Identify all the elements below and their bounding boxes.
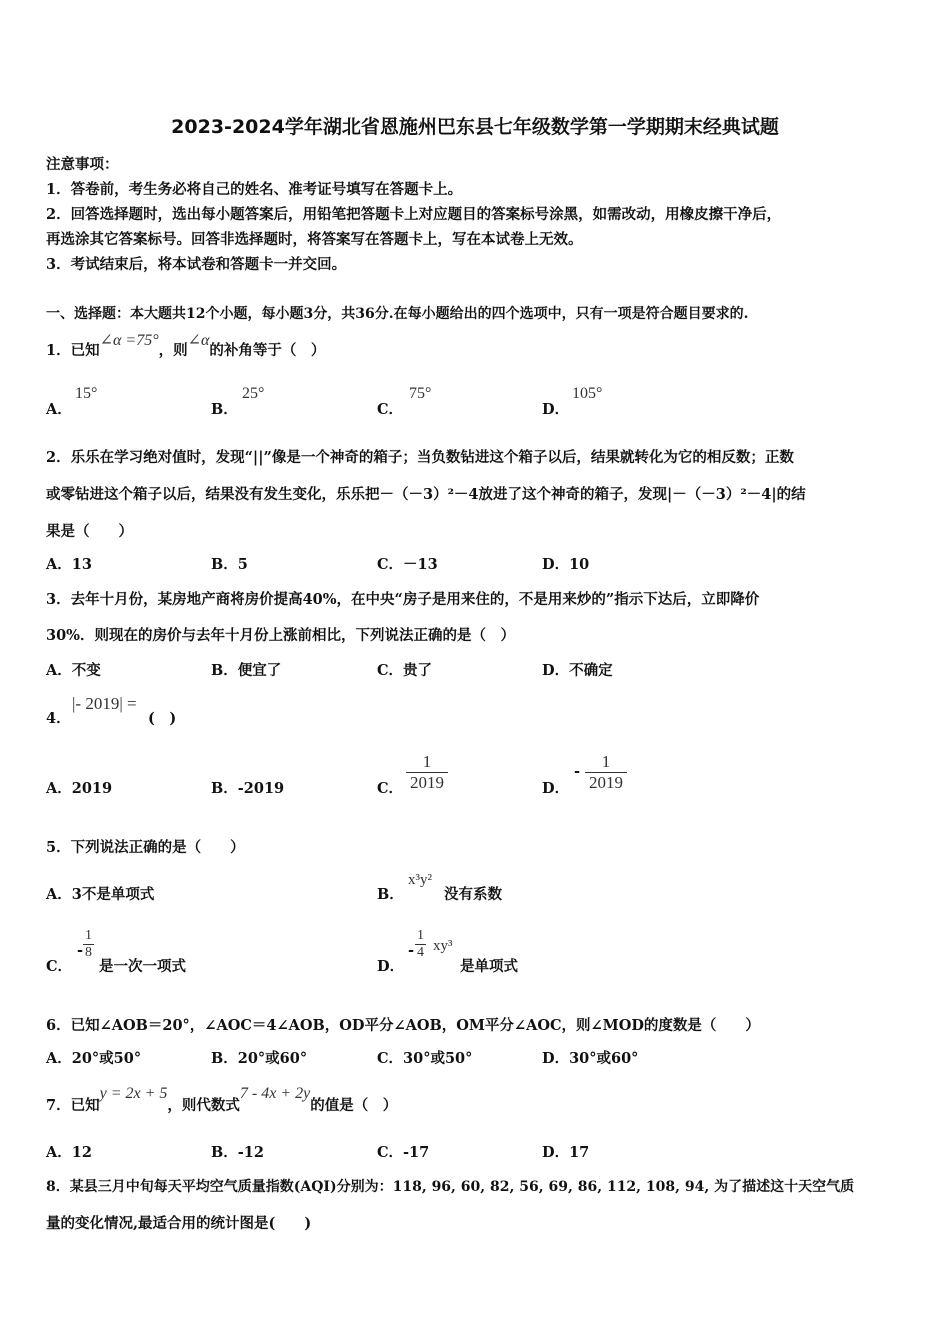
page-title: 2023-2024学年湖北省恩施州巴东县七年级数学第一学期期末经典试题 (171, 116, 779, 138)
q1-option-a: A． (46, 401, 72, 418)
q1-prefix: 1．已知 (46, 342, 100, 359)
fraction-numerator: 1 (417, 928, 424, 943)
q3-option-b: B．便宜了 (211, 662, 282, 679)
q7-option-b: B．-12 (211, 1144, 264, 1161)
q6-option-a: A．20°或50° (46, 1050, 142, 1067)
q5-option-d-fraction (415, 928, 426, 961)
q5-option-b-math: x³y² (408, 872, 432, 888)
q3-option-c: C．贵了 (377, 662, 433, 679)
section-heading: 一、选择题：本大题共12个小题，每小题3分，共36分.在每小题给出的四个选项中，只有一项是符合题目要求的. (46, 306, 749, 322)
q4-option-d: D． (542, 780, 570, 797)
question-7-stem (46, 1085, 908, 1115)
q4-abs-expression: |- 2019| = (72, 694, 137, 713)
q7-option-a: A．12 (46, 1144, 92, 1161)
notice-item: 2．回答选择题时，选出每小题答案后，用铅笔把答题卡上对应题目的答案标号涂黑，如需改动，用橡皮擦干净后， (46, 206, 782, 223)
question-3-line: 3．去年十月份，某房地产商将房价提高40%，在中央“房子是用来住的，不是用来炒的”指示下达后，立即降价 (46, 591, 760, 608)
q4-paren: ( ) (148, 710, 177, 727)
notice-item: 1．答卷前，考生务必将自己的姓名、准考证号填写在答题卡上。 (46, 181, 463, 198)
q5-option-d-neg: - (408, 942, 415, 959)
q5-option-c-fraction (83, 928, 94, 961)
question-3-line: 30%．则现在的房价与去年十月份上涨前相比，下列说法正确的是（ ） (46, 627, 515, 644)
q4-option-d-neg: - (574, 763, 581, 780)
question-2-line: 果是（ ） (46, 523, 133, 540)
q7-expression: 7 - 4x + 2y (239, 1085, 311, 1102)
q7-option-d: D．17 (542, 1144, 590, 1161)
q1-option-b-value: 25° (242, 385, 265, 402)
q1-option-d-value: 105° (572, 385, 603, 402)
notice-item: 3．考试结束后，将本试卷和答题卡一并交回。 (46, 256, 347, 273)
q1-mid: ，则 (158, 342, 188, 359)
q2-option-b: B．5 (211, 556, 248, 573)
q4-option-a: A．2019 (46, 780, 113, 797)
q7-mid: ，则代数式 (167, 1097, 240, 1114)
q5-option-b-label: B． (377, 886, 404, 903)
q7-suffix: 的值是（ ） (310, 1097, 398, 1114)
notice-heading: 注意事项： (46, 156, 119, 173)
fraction-denominator: 2019 (406, 772, 448, 793)
question-1-stem (46, 332, 908, 360)
q5-option-b-text: 没有系数 (444, 886, 502, 903)
q5-option-a: A．3不是单项式 (46, 886, 155, 903)
q3-option-a: A．不变 (46, 662, 101, 679)
notice-item: 再选涂其它答案标号。回答非选择题时，将答案写在答题卡上，写在本试卷上无效。 (46, 231, 583, 248)
q5-option-c-label: C． (46, 958, 73, 975)
fraction-denominator: 4 (417, 945, 424, 960)
q4-option-c: C． (377, 780, 404, 797)
q5-option-d-label: D． (377, 958, 405, 975)
q5-option-d-math: xy³ (433, 938, 453, 954)
q1-option-a-value: 15° (75, 385, 98, 402)
question-2-line: 或零钻进这个箱子以后，结果没有发生变化，乐乐把－（－3）²－4放进了这个神奇的箱子，发现|－（－3）²－4|的结 (46, 486, 806, 503)
q5-option-d-text: 是单项式 (460, 958, 518, 975)
q1-option-c-value: 75° (409, 385, 432, 402)
fraction-denominator: 8 (85, 945, 92, 960)
q1-option-d: D． (542, 401, 570, 418)
q4-number: 4． (46, 710, 71, 727)
q7-prefix: 7．已知 (46, 1097, 100, 1114)
q5-option-c-neg: - (77, 942, 84, 959)
fraction-denominator: 2019 (585, 772, 627, 793)
q1-option-c: C． (377, 401, 404, 418)
q7-option-c: C．-17 (377, 1144, 430, 1161)
q1-angle: ∠α (187, 332, 210, 349)
q2-option-c: C．－13 (377, 556, 438, 573)
q6-option-c: C．30°或50° (377, 1050, 473, 1067)
question-6-stem: 6．已知∠AOB＝20°，∠AOC＝4∠AOB，OD平分∠AOB，OM平分∠AOC，则∠MOD的度数是（ ） (46, 1017, 760, 1034)
q1-angle-expr: ∠α =75° (99, 332, 159, 349)
question-8-line: 量的变化情况,最适合用的统计图是( ) (46, 1215, 312, 1232)
q2-option-a: A．13 (46, 556, 92, 573)
q4-option-b: B．-2019 (211, 780, 285, 797)
q6-option-d: D．30°或60° (542, 1050, 639, 1067)
fraction-numerator: 1 (422, 752, 432, 771)
q1-option-b: B． (211, 401, 238, 418)
q2-option-d: D．10 (542, 556, 590, 573)
q5-option-c-text: 是一次一项式 (99, 958, 186, 975)
question-5-stem: 5．下列说法正确的是（ ） (46, 839, 245, 856)
question-8-line: 8．某县三月中旬每天平均空气质量指数(AQI)分别为：118, 96, 60, 82, 56, 69, 86, 112, 108, 94, 为了描述这十天空气质 (46, 1179, 855, 1195)
q4-option-c-fraction (406, 752, 448, 793)
q7-equation: y = 2x + 5 (99, 1085, 168, 1102)
q6-option-b: B．20°或60° (211, 1050, 308, 1067)
question-2-line: 2．乐乐在学习绝对值时，发现“||”像是一个神奇的箱子；当负数钻进这个箱子以后，结果就转化为它的相反数；正数 (46, 449, 794, 466)
q4-option-d-fraction (585, 752, 627, 793)
q1-suffix: 的补角等于（ ） (209, 342, 326, 359)
fraction-numerator: 1 (601, 752, 611, 771)
q3-option-d: D．不确定 (542, 662, 613, 679)
fraction-numerator: 1 (85, 928, 92, 943)
